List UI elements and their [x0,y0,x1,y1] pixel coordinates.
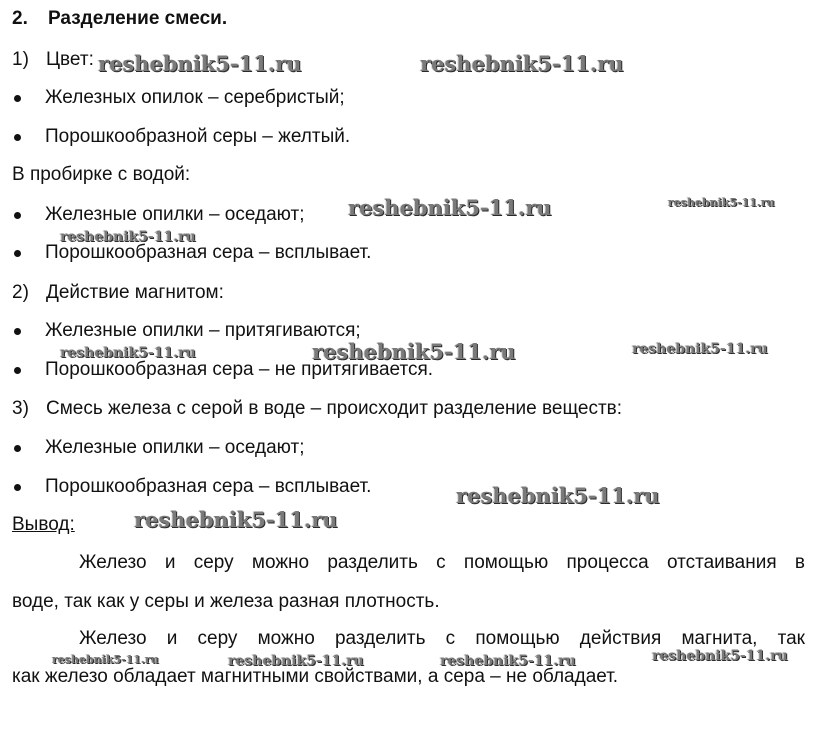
watermark: reshebnik5-11.ru [456,483,660,508]
conclusion-line: воде, так как у серы и железа разная плотность. [12,591,440,612]
watermark: reshebnik5-11.ru [652,648,788,664]
section-2-label [12,282,224,304]
conclusion-line: Железо и серу можно разделить с помощью процесса отстаивания в [79,552,805,573]
watermark: reshebnik5-11.ru [420,51,624,76]
watermark: reshebnik5-11.ru [98,51,302,76]
section-3-label [12,398,622,420]
section-3-text: Смесь железа с серой в воде – происходит разделение веществ: [46,398,623,419]
watermark: reshebnik5-11.ru [312,339,516,364]
bullet-icon [14,328,21,335]
watermark: reshebnik5-11.ru [668,196,775,209]
water-label: В пробирке с водой: [12,164,191,185]
list-item-text: Порошкообразной серы – желтый. [45,126,351,147]
watermark: reshebnik5-11.ru [60,229,196,245]
section-2-text: Действие магнитом: [46,282,224,303]
bullet-icon [14,250,21,257]
list-item-text: Железные опилки – притягиваются; [45,320,361,341]
section-3-number: 3) [12,398,29,419]
section-1-text: Цвет: [46,49,94,70]
list-item-text: Порошкообразная сера – всплывает. [45,242,372,263]
conclusion-line: как железо обладает магнитными свойствами, а сера – не обладает. [12,666,619,687]
conclusion-label: Вывод: [12,514,75,535]
list-item-text: Железных опилок – серебристый; [45,87,345,108]
watermark: reshebnik5-11.ru [348,195,552,220]
bullet-icon [14,212,21,219]
watermark: reshebnik5-11.ru [52,653,159,666]
watermark: reshebnik5-11.ru [632,341,768,357]
section-1-number: 1) [12,49,29,70]
list-item-text: Железные опилки – оседают; [45,204,305,225]
section-1-label [12,49,94,71]
section-heading [12,8,227,30]
heading-number: 2. [12,8,28,29]
bullet-icon [14,95,21,102]
bullet-icon [14,134,21,141]
conclusion-line: Железо и серу можно разделить с помощью действия магнита, так [79,628,805,649]
section-2-number: 2) [12,282,29,303]
list-item-text: Железные опилки – оседают; [45,437,305,458]
bullet-icon [14,367,21,374]
bullet-icon [14,484,21,491]
list-item-text: Порошкообразная сера – не притягивается. [45,359,434,380]
watermark: reshebnik5-11.ru [440,653,576,669]
watermark: reshebnik5-11.ru [134,507,338,532]
list-item-text: Порошкообразная сера – всплывает. [45,476,372,497]
watermark: reshebnik5-11.ru [60,345,196,361]
heading-title: Разделение смеси. [48,8,228,29]
bullet-icon [14,445,21,452]
watermark: reshebnik5-11.ru [228,653,364,669]
